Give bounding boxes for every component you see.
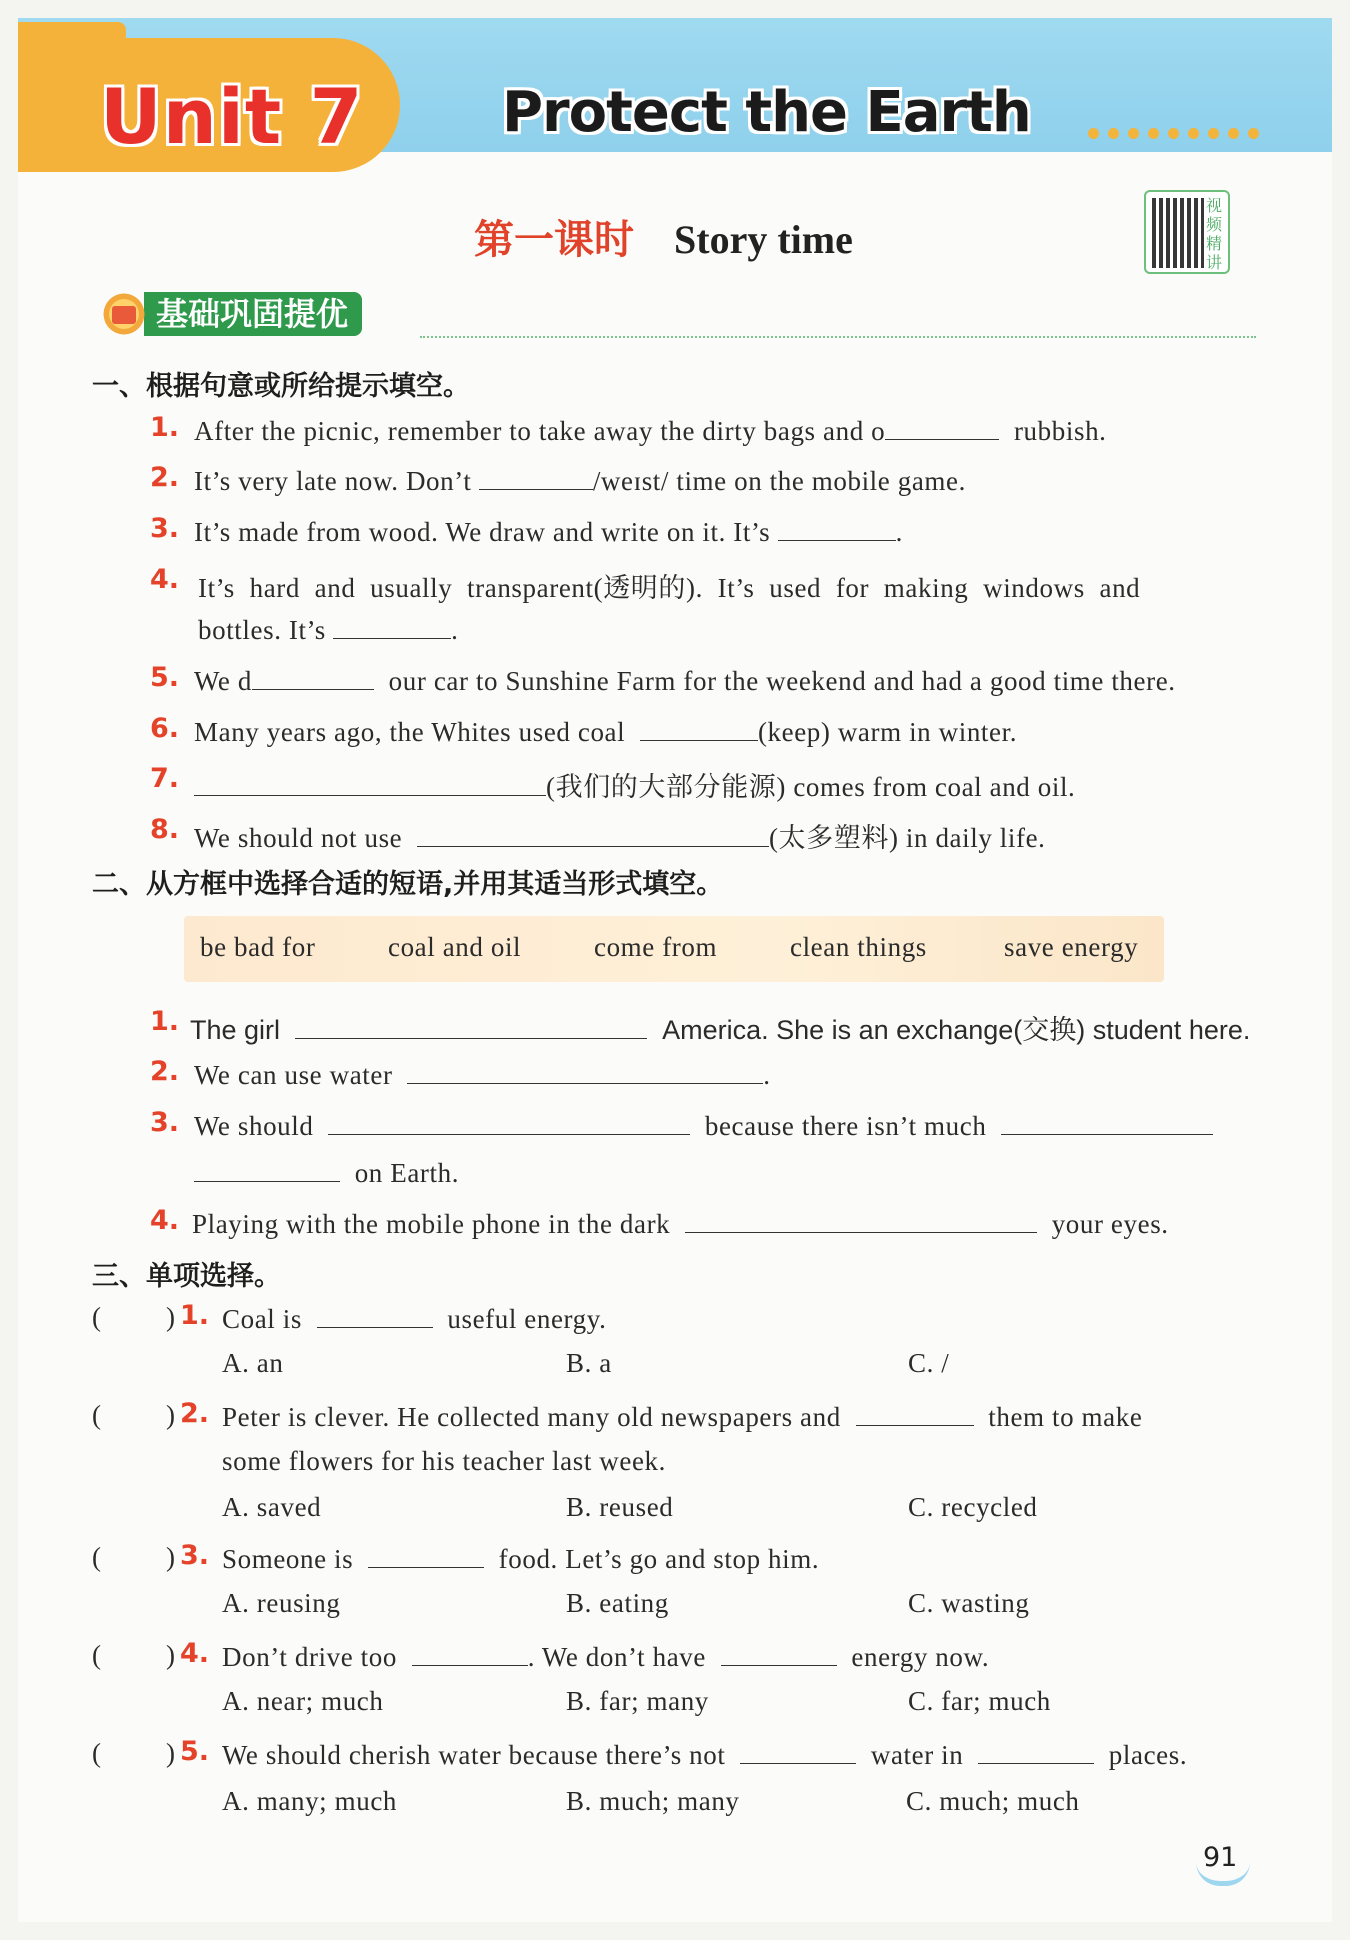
decorative-dots <box>1088 128 1259 139</box>
answer-blank[interactable] <box>479 464 593 490</box>
question-text <box>198 613 459 646</box>
question-part: food. Let’s go and stop him. <box>498 1544 820 1574</box>
answer-blank[interactable] <box>778 515 896 541</box>
answer-blank[interactable] <box>1001 1109 1213 1135</box>
answer-blank[interactable] <box>328 1109 690 1135</box>
page-number: 91 <box>1203 1842 1238 1873</box>
answer-blank[interactable] <box>417 821 769 847</box>
qr-code-icon <box>1152 198 1204 268</box>
answer-bracket-close: ) <box>166 1640 175 1670</box>
question-part: energy now. <box>851 1642 990 1672</box>
question-number: 4. <box>150 1205 180 1236</box>
question-part: /weɪst/ time on the mobile game. <box>592 466 966 496</box>
question-number: 8. <box>150 814 180 845</box>
question-number: 2. <box>150 1056 180 1087</box>
answer-bracket-close: ) <box>166 1738 175 1768</box>
option-c[interactable]: C. far; much <box>908 1686 1051 1716</box>
answer-blank[interactable] <box>407 1058 763 1084</box>
option-b[interactable]: B. much; many <box>566 1786 740 1816</box>
answer-blank[interactable] <box>295 1013 647 1039</box>
question-part: . <box>763 1060 771 1090</box>
question-part: (我们的大部分能源) comes from coal and oil. <box>546 772 1076 802</box>
question-part: your eyes. <box>1051 1209 1169 1239</box>
question-part: We d <box>194 666 252 696</box>
question-part: on Earth. <box>354 1158 460 1188</box>
answer-blank[interactable] <box>740 1738 856 1764</box>
unit-label: Unit 7 <box>100 72 364 161</box>
question-part: We should not use <box>194 823 403 853</box>
answer-blank[interactable] <box>194 1156 340 1182</box>
question-text <box>194 1109 1213 1142</box>
answer-blank[interactable] <box>333 613 451 639</box>
question-text <box>194 765 1075 804</box>
option-c[interactable]: C. recycled <box>908 1492 1038 1522</box>
lesson-title-en: Story time <box>674 217 853 262</box>
question-number: 2. <box>150 462 180 493</box>
question-part: Coal is <box>222 1304 302 1334</box>
word-option: coal and oil <box>388 932 522 962</box>
word-option: be bad for <box>200 932 316 962</box>
option-b[interactable]: B. far; many <box>566 1686 709 1716</box>
section2-heading: 二、从方框中选择合适的短语,并用其适当形式填空。 <box>92 869 724 900</box>
question-part: The girl <box>190 1015 281 1045</box>
answer-blank[interactable] <box>721 1640 837 1666</box>
question-number: 4. <box>180 1638 210 1669</box>
question-text: It’s hard and usually transparent(透明的). It’s used for making windows and <box>198 573 1141 603</box>
question-text <box>222 1302 606 1335</box>
answer-blank[interactable] <box>412 1640 528 1666</box>
section1-heading: 一、根据句意或所给提示填空。 <box>92 371 470 402</box>
answer-bracket-close: ) <box>166 1400 175 1430</box>
option-a[interactable]: A. an <box>222 1348 284 1378</box>
banner-divider <box>420 336 1256 338</box>
question-text <box>194 515 903 548</box>
section3-heading: 三、单项选择。 <box>92 1261 281 1292</box>
question-number: 1. <box>150 1006 180 1037</box>
option-b[interactable]: B. reused <box>566 1492 674 1522</box>
question-text <box>222 1400 1142 1433</box>
unit-title: Protect the Earth <box>502 80 1031 145</box>
question-text <box>194 414 1107 447</box>
question-part: rubbish. <box>1013 416 1107 446</box>
word-option: clean things <box>790 932 927 962</box>
qr-label: 视频精讲 <box>1206 196 1223 272</box>
answer-bracket-open: ( <box>92 1738 101 1768</box>
answer-blank[interactable] <box>317 1302 433 1328</box>
answer-blank[interactable] <box>640 715 758 741</box>
question-part: our car to Sunshine Farm for the weekend and had a good time there. <box>388 666 1176 696</box>
answer-bracket-open: ( <box>92 1640 101 1670</box>
question-text <box>222 1542 819 1575</box>
option-c[interactable]: C. much; much <box>906 1786 1080 1816</box>
answer-blank[interactable] <box>885 414 999 440</box>
answer-bracket-close: ) <box>166 1302 175 1332</box>
option-c[interactable]: C. wasting <box>908 1588 1030 1618</box>
question-part: bottles. It’s <box>198 615 326 645</box>
answer-blank[interactable] <box>194 770 546 796</box>
question-text <box>222 1640 989 1673</box>
option-b[interactable]: B. a <box>566 1348 612 1378</box>
answer-blank[interactable] <box>978 1738 1094 1764</box>
question-part: Peter is clever. He collected many old newspapers and <box>222 1402 841 1432</box>
option-c[interactable]: C. / <box>908 1348 950 1378</box>
question-text <box>222 1738 1187 1771</box>
question-text <box>194 464 966 497</box>
question-text <box>194 816 1046 855</box>
question-part: It’s very late now. Don’t <box>194 466 472 496</box>
question-part: We should <box>194 1111 314 1141</box>
question-number: 3. <box>150 1107 180 1138</box>
question-part: Playing with the mobile phone in the dark <box>192 1209 671 1239</box>
word-option: come from <box>594 932 718 962</box>
question-part: useful energy. <box>447 1304 607 1334</box>
question-part: Don’t drive too <box>222 1642 397 1672</box>
answer-blank[interactable] <box>856 1400 974 1426</box>
word-option: save energy <box>1004 932 1139 962</box>
answer-blank[interactable] <box>252 664 374 690</box>
answer-bracket-close: ) <box>166 1542 175 1572</box>
option-a[interactable]: A. near; much <box>222 1686 384 1716</box>
question-part: (keep) warm in winter. <box>757 717 1018 747</box>
option-a[interactable]: A. saved <box>222 1492 322 1522</box>
answer-blank[interactable] <box>685 1207 1037 1233</box>
qr-code[interactable] <box>1144 190 1230 274</box>
section-banner <box>98 292 362 336</box>
question-number: 3. <box>150 513 180 544</box>
question-text <box>190 1008 1250 1047</box>
question-text <box>194 1058 771 1091</box>
question-part: places. <box>1108 1740 1188 1770</box>
question-number: 5. <box>180 1736 210 1767</box>
question-part: It’s made from wood. We draw and write on it. It’s <box>194 517 771 547</box>
question-text: some flowers for his teacher last week. <box>222 1446 666 1476</box>
question-part: We should cherish water because there’s not <box>222 1740 726 1770</box>
question-number: 1. <box>180 1300 210 1331</box>
answer-bracket-open: ( <box>92 1400 101 1430</box>
option-b[interactable]: B. eating <box>566 1588 669 1618</box>
option-a[interactable]: A. many; much <box>222 1786 398 1816</box>
answer-blank[interactable] <box>368 1542 484 1568</box>
question-text <box>194 1156 459 1189</box>
question-number: 7. <box>150 763 180 794</box>
question-part: them to make <box>988 1402 1143 1432</box>
question-number: 3. <box>180 1540 210 1571</box>
question-text <box>194 715 1017 748</box>
question-number: 1. <box>150 412 180 443</box>
question-part: After the picnic, remember to take away the dirty bags and o <box>194 416 886 446</box>
lesson-title <box>474 208 853 265</box>
question-part: water in <box>870 1740 964 1770</box>
question-text <box>192 1207 1169 1240</box>
question-part: . <box>451 615 459 645</box>
sun-house-icon <box>98 288 150 340</box>
option-a[interactable]: A. reusing <box>222 1588 341 1618</box>
banner-label: 基础巩固提优 <box>144 292 362 336</box>
lesson-title-cn: 第一课时 <box>474 216 634 263</box>
question-part: . We don’t have <box>527 1642 706 1672</box>
answer-bracket-open: ( <box>92 1302 101 1332</box>
question-part: because there isn’t much <box>704 1111 987 1141</box>
answer-bracket-open: ( <box>92 1542 101 1572</box>
question-text <box>194 664 1176 697</box>
question-number: 5. <box>150 662 180 693</box>
question-number: 2. <box>180 1398 210 1429</box>
question-number: 6. <box>150 713 180 744</box>
question-number: 4. <box>150 564 180 595</box>
question-part: (太多塑料) in daily life. <box>768 823 1046 853</box>
question-part: America. She is an exchange(交换) student here. <box>662 1015 1251 1045</box>
question-part: . <box>895 517 903 547</box>
question-part: Many years ago, the Whites used coal <box>194 717 626 747</box>
question-part: We can use water <box>194 1060 393 1090</box>
question-part: Someone is <box>222 1544 354 1574</box>
